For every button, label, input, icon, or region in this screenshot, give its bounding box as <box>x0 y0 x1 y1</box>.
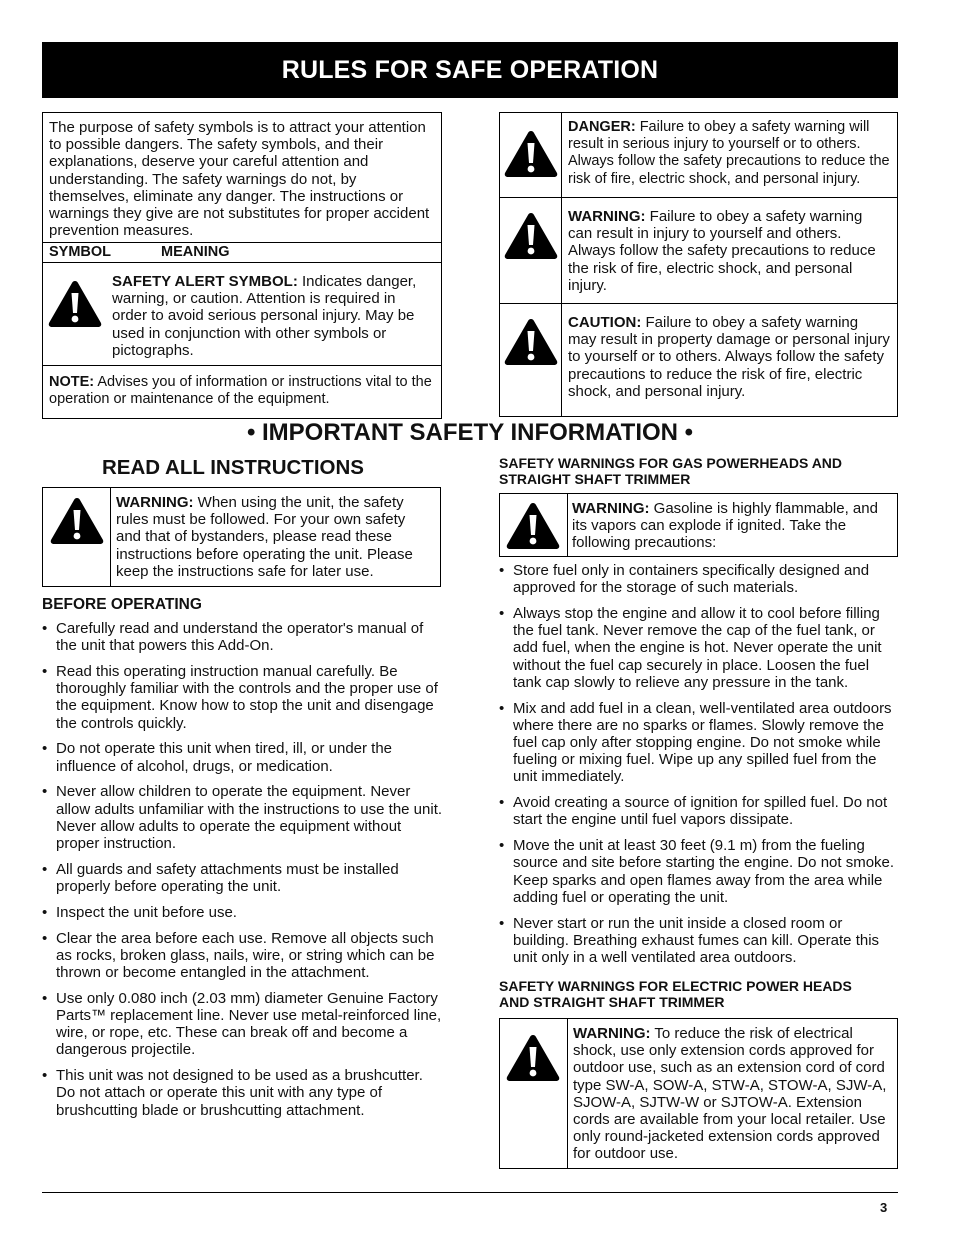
gas-warnings-heading <box>499 455 842 487</box>
note <box>49 374 434 408</box>
warning-text: When using the unit, the safety rules must be followed. For your own safety and that of bystanders, please read these instructions before operating the unit. Please keep the instructions safe for later use. <box>116 494 413 580</box>
warning-description <box>568 208 888 294</box>
electric-warnings-heading <box>499 978 852 1010</box>
danger-icon <box>503 129 559 179</box>
list-item: • All guards and safety attachments must be installed properly before operating the unit. <box>42 860 399 896</box>
note-text: Advises you of information or instructions vital to the operation or maintenance of the equipment. <box>49 374 432 408</box>
read-all-warning-box <box>42 487 441 587</box>
list-item: • Store fuel only in containers specifically designed and approved for the storage of such materials. <box>499 562 870 597</box>
electric-warning-box <box>499 1018 898 1169</box>
list-item: • Mix and add fuel in a clean, well-ventilated area outdoors where there are no sparks or flames. Slowly remove the fuel cap only after stopping engine. Do not smoke while fueling or mixing fuel. Wipe up any spilled fuel from the unit immediately. <box>499 699 892 786</box>
gas-warnings-list <box>499 562 901 975</box>
heading-line: SAFETY WARNINGS FOR ELECTRIC POWER HEADS <box>499 978 852 994</box>
divider <box>500 197 897 198</box>
list-item: • Clear the area before each use. Remove all objects such as rocks, broken glass, nails, wire, or string which can be thrown or become entangled in the attachment. <box>42 929 435 982</box>
intro-text: The purpose of safety symbols is to attract your attention to possible dangers. The safety symbols, and their explanations, deserve your careful attention and understanding. The safety warnings do not, by themselves, eliminate any danger. The instructions or warnings they give are not substitutes for proper accident prevention measures. <box>49 119 430 240</box>
heading-line: STRAIGHT SHAFT TRIMMER <box>499 471 691 487</box>
warning-icon <box>505 1033 561 1083</box>
list-item: • This unit was not designed to be used as a brushcutter. Do not attach or operate this unit with any type of brushcutting blade or brushcutting attachment. <box>42 1067 423 1119</box>
safety-alert-label: SAFETY ALERT SYMBOL: <box>112 273 298 290</box>
warning-text: Gasoline is highly flammable, and its vapors can explode if ignited. Take the following precautions: <box>572 500 878 552</box>
note-label: NOTE: <box>49 374 95 390</box>
safety-alert-text: Indicates danger, warning, or caution. Attention is required in order to avoid serious personal injury. May be used in conjunction with other symbols or pictographs. <box>112 273 417 359</box>
divider <box>567 1019 568 1168</box>
caution-text: Failure to obey a safety warning may result in property damage or personal injury to yourself or to others. Always follow the safety precautions to reduce the risk of fire, electric shock, and personal injury. <box>568 314 890 400</box>
warning-text: To reduce the risk of electrical shock, use only extension cords approved for outdoor use, such as an extension cord of cord type SW-A, SOW-A, STW-A, STOW-A, SJW-A, SJOW-A, SJTW-W or SJTOW-A. Extension cords are available from your local retailer. Use only round-jacketed extension cords approved for outdoor use. <box>573 1025 887 1163</box>
gas-warning-text <box>572 500 894 552</box>
list-item: • Never allow children to operate the equipment. Never allow adults unfamiliar with the instructions to use the unit. Never allow adults to operate the equipment without proper instruction. <box>42 783 443 853</box>
warning-label: WARNING: <box>568 208 646 225</box>
heading-line: SAFETY WARNINGS FOR GAS POWERHEADS AND <box>499 455 843 471</box>
page-number: 3 <box>880 1200 888 1215</box>
caution-label: CAUTION: <box>568 314 642 331</box>
column-meaning: MEANING <box>161 244 230 260</box>
danger-text: Failure to obey a safety warning will result in serious injury to yourself or to others. Always follow the safety precautions to reduce the risk of fire, electric shock, and personal injury. <box>568 119 890 187</box>
list-item: • Never start or run the unit inside a closed room or building. Breathing exhaust fumes can kill. Operate this unit only in a well ventilated area outdoors. <box>499 914 880 967</box>
list-item: • Avoid creating a source of ignition for spilled fuel. Do not start the engine until fuel vapors dissipate. <box>499 794 888 829</box>
page-title-bar <box>42 42 898 98</box>
warning-label: WARNING: <box>572 500 650 517</box>
list-item: • Inspect the unit before use. <box>42 903 237 921</box>
safety-alert-icon <box>47 279 103 329</box>
list-item: • Carefully read and understand the operator's manual of the unit that powers this Add-On. <box>42 620 424 655</box>
before-operating-heading: BEFORE OPERATING <box>42 596 202 613</box>
important-safety-heading: • IMPORTANT SAFETY INFORMATION • <box>246 419 694 446</box>
caution-description <box>568 314 890 400</box>
signal-words-box <box>499 112 898 417</box>
before-operating-list <box>42 620 446 1127</box>
warning-label: WARNING: <box>116 494 194 511</box>
footer-rule <box>42 1192 898 1193</box>
warning-icon <box>505 501 561 551</box>
list-item: • Read this operating instruction manual carefully. Be thoroughly familiar with the controls and the proper use of the equipment. Know how to stop the unit and disengage the controls quickly. <box>42 663 438 732</box>
divider <box>561 113 562 416</box>
divider <box>43 262 441 263</box>
warning-icon <box>49 496 105 546</box>
divider <box>43 242 441 243</box>
page-title: RULES FOR SAFE OPERATION <box>281 55 659 84</box>
warning-label: WARNING: <box>573 1025 651 1042</box>
column-symbol: SYMBOL <box>49 244 112 260</box>
gas-warning-box <box>499 493 898 557</box>
heading-line: AND STRAIGHT SHAFT TRIMMER <box>499 994 725 1010</box>
divider <box>500 303 897 304</box>
warning-text: Failure to obey a safety warning can result in injury to yourself and others. Always follow the safety precautions to reduce the risk of fire, electric shock, and personal injury. <box>568 208 876 294</box>
list-item: • Always stop the engine and allow it to cool before filling the fuel tank. Never remove the cap of the fuel tank, or add fuel, when the engine is hot. Never operate the unit without the fuel cap securely in place. Loosen the fuel tank cap slowly to relieve any pressure in the tank. <box>499 605 882 691</box>
caution-icon <box>503 317 559 367</box>
warning-icon <box>503 211 559 261</box>
read-all-heading: READ ALL INSTRUCTIONS <box>102 456 364 479</box>
safety-alert-description <box>112 273 422 359</box>
read-all-warning-text <box>116 494 434 580</box>
list-item: • Do not operate this unit when tired, ill, or under the influence of alcohol, drugs, or medication. <box>42 740 393 775</box>
list-item: • Use only 0.080 inch (2.03 mm) diameter Genuine Factory Parts™ replacement line. Never use metal-reinforced line, wire, or rope, etc. These can break off and become a dangerous projectile. <box>42 989 442 1059</box>
list-item: • Move the unit at least 30 feet (9.1 m) from the fueling source and site before starting the engine. Do not smoke. Keep sparks and open flames away from the area while adding fuel or operating the unit. <box>499 837 895 906</box>
danger-description <box>568 119 894 188</box>
safety-symbols-box <box>42 112 442 419</box>
electric-warning-text <box>573 1025 895 1163</box>
danger-label: DANGER: <box>568 119 636 135</box>
divider <box>110 488 111 586</box>
divider <box>567 494 568 556</box>
divider <box>43 365 441 366</box>
